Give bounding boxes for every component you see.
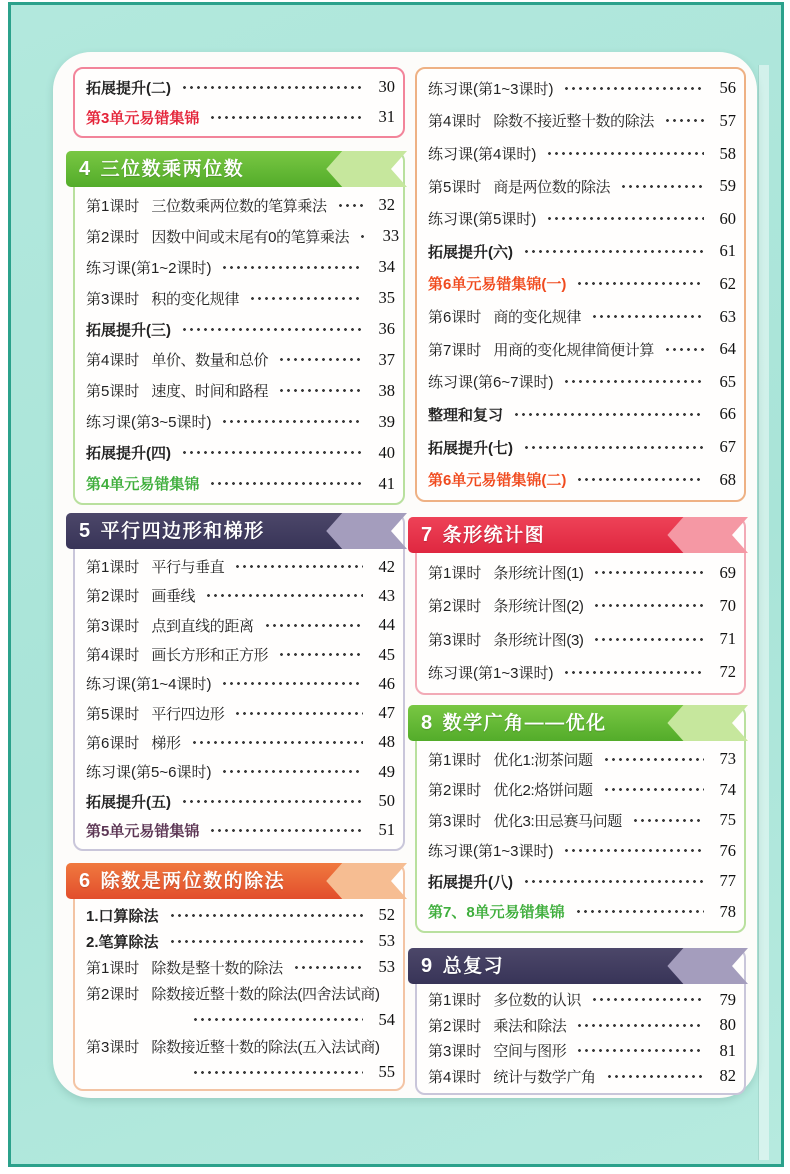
page-number: 52 — [378, 905, 395, 925]
dot-leader — [209, 481, 363, 486]
page-frame — [8, 2, 784, 1167]
dot-leader — [293, 965, 363, 970]
toc-row-line2 — [86, 1010, 395, 1030]
row-label: 练习课(第5~6课时) — [86, 764, 212, 782]
row-title: 商是两位数的除法 — [493, 178, 611, 196]
dot-leader — [221, 419, 363, 424]
dot-leader — [563, 848, 704, 853]
toc-row — [428, 235, 736, 268]
toc-row — [86, 902, 395, 928]
section-number: 8 — [421, 712, 434, 734]
toc-row — [428, 1064, 736, 1090]
page-number: 69 — [719, 562, 736, 582]
row-label: 第1课时 — [86, 959, 140, 977]
row-label: 练习课(第1~3课时) — [428, 664, 554, 682]
section-banner — [66, 151, 407, 187]
row-title: 条形统计图(1) — [493, 565, 584, 583]
page-number: 48 — [378, 732, 395, 752]
row-label: 整理和复习 — [428, 406, 504, 424]
toc-row — [86, 314, 395, 345]
dot-leader — [523, 445, 704, 450]
page-number: 53 — [378, 931, 395, 951]
row-title: 除数不接近整十数的除法 — [493, 113, 654, 131]
toc-row — [428, 897, 736, 928]
toc-row — [428, 105, 736, 138]
dot-leader — [278, 652, 363, 657]
dot-leader — [221, 681, 363, 686]
page-number: 63 — [719, 306, 736, 326]
toc-row — [428, 556, 736, 589]
page-number: 61 — [719, 241, 736, 261]
dot-leader — [278, 388, 363, 393]
toc-row — [428, 431, 736, 464]
toc-row — [428, 589, 736, 622]
toc-row — [86, 221, 400, 252]
row-label: 第5单元易错集锦 — [86, 822, 200, 840]
toc-row — [86, 980, 395, 1032]
dot-leader — [191, 740, 363, 745]
page-number: 38 — [378, 380, 395, 400]
row-title: 优化1:沏茶问题 — [493, 751, 593, 769]
toc-row — [86, 283, 395, 314]
page-number: 59 — [719, 176, 736, 196]
section-banner — [408, 517, 748, 553]
section-box-9 — [415, 948, 746, 1095]
toc-rows — [75, 549, 403, 849]
page-number: 80 — [719, 1015, 736, 1035]
page-number: 60 — [719, 208, 736, 228]
dot-leader — [209, 115, 363, 120]
dot-leader — [591, 997, 704, 1002]
toc-row — [86, 698, 395, 727]
toc-row — [86, 552, 395, 581]
dot-leader — [249, 296, 363, 301]
dot-leader — [359, 234, 367, 239]
dot-leader — [546, 216, 704, 221]
row-title: 乘法和除法 — [493, 1017, 567, 1035]
section-title-text: 数学广角——优化 — [442, 713, 607, 734]
toc-row-line1 — [86, 1036, 395, 1057]
dot-leader — [264, 623, 363, 628]
dot-leader — [606, 1074, 704, 1079]
page-number: 62 — [719, 273, 736, 293]
page-number: 43 — [378, 585, 395, 605]
page-number: 37 — [378, 349, 395, 369]
row-label: 第4课时 — [86, 352, 140, 370]
row-label: 第4课时 — [428, 113, 482, 131]
toc-row — [86, 375, 395, 406]
page-number: 70 — [719, 595, 736, 615]
row-label: 第2课时 — [86, 228, 140, 246]
toc-row — [86, 611, 395, 640]
row-label: 第6课时 — [86, 734, 140, 752]
dot-leader — [603, 757, 704, 762]
row-title: 平行四边形 — [151, 705, 225, 723]
row-title: 画长方形和正方形 — [151, 647, 269, 665]
dot-leader — [221, 769, 363, 774]
toc-row — [428, 836, 736, 867]
dot-leader — [593, 603, 704, 608]
page-number: 65 — [719, 371, 736, 391]
section-banner-title — [66, 513, 407, 550]
page-number: 46 — [378, 673, 395, 693]
row-label: 第3课时 — [86, 617, 140, 635]
row-label: 第3课时 — [428, 631, 482, 649]
page-number: 45 — [378, 644, 395, 664]
row-label: 第6单元易错集锦(一) — [428, 276, 567, 294]
row-label: 第4课时 — [86, 647, 140, 665]
row-title: 平行与垂直 — [151, 559, 225, 577]
section-number: 9 — [421, 955, 434, 977]
page-number: 74 — [719, 779, 736, 799]
dot-leader — [563, 379, 704, 384]
row-label: 拓展提升(六) — [428, 243, 513, 261]
page-number: 78 — [719, 901, 736, 921]
page-number: 49 — [378, 761, 395, 781]
row-title: 画垂线 — [151, 588, 196, 606]
page-number: 33 — [382, 226, 400, 246]
page-number: 67 — [719, 437, 736, 456]
dot-leader — [192, 1070, 363, 1075]
page-number: 77 — [719, 871, 736, 891]
toc-row-line2 — [86, 1062, 395, 1082]
row-title: 用商的变化规律简便计算 — [493, 341, 654, 359]
toc-row-line1 — [86, 983, 395, 1004]
row-label: 第4课时 — [428, 1068, 482, 1086]
row-label: 拓展提升(八) — [428, 873, 513, 891]
toc-row — [428, 775, 736, 806]
toc-row — [86, 406, 395, 437]
page-number: 36 — [378, 319, 395, 339]
dot-leader — [593, 570, 704, 575]
row-label: 练习课(第6~7课时) — [428, 374, 554, 392]
row-label: 第3课时 — [86, 290, 140, 308]
row-label: 第3课时 — [428, 812, 482, 830]
row-label: 第6单元易错集锦(二) — [428, 472, 567, 490]
section-banner-title — [408, 948, 748, 985]
toc-rows — [75, 899, 403, 1089]
dot-leader — [234, 711, 363, 716]
row-label: 练习课(第3~5课时) — [86, 414, 212, 432]
section-box-8 — [415, 705, 746, 933]
toc-row — [428, 72, 736, 105]
dot-leader — [337, 203, 363, 208]
dot-leader — [523, 879, 704, 884]
page-number: 58 — [719, 143, 736, 163]
dot-leader — [664, 118, 704, 123]
dot-leader — [181, 327, 363, 332]
page-number: 40 — [378, 442, 395, 462]
row-title: 因数中间或末尾有0的笔算乘法 — [151, 228, 350, 246]
row-label: 第5课时 — [86, 705, 140, 723]
dot-leader — [576, 1023, 704, 1028]
toc-column-right — [415, 67, 746, 1098]
row-label: 练习课(第1~3课时) — [428, 80, 554, 98]
row-label: 第2课时 — [428, 598, 482, 616]
toc-row — [86, 928, 395, 954]
dot-leader — [591, 314, 704, 319]
page-number: 82 — [719, 1066, 736, 1086]
section-box-7 — [415, 517, 746, 695]
dot-leader — [181, 799, 363, 804]
page-number: 44 — [378, 615, 395, 635]
page-number: 51 — [378, 820, 395, 840]
dot-leader — [620, 184, 704, 189]
toc-row — [86, 1033, 395, 1085]
page-number: 47 — [378, 703, 395, 723]
toc-row — [428, 805, 736, 836]
row-title: 点到直线的距离 — [151, 617, 254, 635]
section-title-text: 除数是两位数的除法 — [100, 871, 286, 892]
toc-row — [428, 268, 736, 301]
section-title-text: 条形统计图 — [442, 525, 546, 546]
toc-rows — [417, 553, 744, 693]
section-box-5 — [73, 513, 405, 851]
toc-row — [428, 656, 736, 689]
toc-rows — [417, 984, 744, 1093]
section-banner-title — [408, 705, 748, 742]
page-number: 76 — [719, 840, 736, 860]
page-number: 41 — [378, 473, 395, 493]
row-title: 单价、数量和总价 — [151, 352, 269, 370]
toc-column-left — [73, 67, 405, 1098]
dot-leader — [169, 939, 363, 944]
row-title: 条形统计图(2) — [493, 598, 584, 616]
toc-row — [86, 640, 395, 669]
row-label: 第5课时 — [428, 178, 482, 196]
row-title: 多位数的认识 — [493, 992, 581, 1010]
row-label: 第2课时 — [428, 1017, 482, 1035]
dot-leader — [169, 913, 363, 918]
row-title: 速度、时间和路程 — [151, 383, 269, 401]
dot-leader — [576, 477, 704, 482]
toc-row — [86, 757, 395, 786]
dot-leader — [513, 412, 704, 417]
toc-row — [428, 623, 736, 656]
page-number: 32 — [378, 195, 395, 215]
row-label: 第3课时 — [86, 1038, 140, 1056]
page-number: 71 — [719, 629, 736, 649]
row-title: 除数接近整十数的除法(四舍法试商) — [151, 986, 380, 1004]
dot-leader — [603, 787, 704, 792]
toc-rows — [75, 69, 403, 136]
row-title: 统计与数学广角 — [493, 1068, 596, 1086]
row-label: 拓展提升(四) — [86, 445, 171, 463]
toc-row — [428, 365, 736, 398]
page-number: 50 — [378, 791, 395, 811]
page-number: 35 — [378, 288, 395, 308]
scan-page-edge — [758, 65, 769, 1160]
row-title: 优化3:田忌赛马问题 — [493, 812, 622, 830]
row-label: 第2课时 — [86, 588, 140, 606]
row-label: 第1课时 — [86, 559, 140, 577]
row-title: 条形统计图(3) — [493, 631, 584, 649]
toc-row — [428, 170, 736, 203]
toc-row — [86, 190, 395, 221]
toc-rows — [417, 69, 744, 500]
row-label: 练习课(第4课时) — [428, 146, 537, 164]
carryover-box-right — [415, 67, 746, 502]
row-label: 第1课时 — [86, 197, 140, 215]
toc-row — [86, 468, 395, 499]
row-label: 练习课(第5课时) — [428, 211, 537, 229]
section-banner-title — [408, 517, 748, 554]
section-title-text: 平行四边形和梯形 — [100, 521, 265, 542]
toc-row — [86, 345, 395, 376]
dot-leader — [593, 637, 704, 642]
toc-row — [428, 202, 736, 235]
section-banner — [66, 513, 407, 549]
page-number: 55 — [378, 1062, 395, 1082]
section-box-4 — [73, 151, 405, 505]
section-title-text: 三位数乘两位数 — [100, 159, 245, 180]
row-label: 练习课(第1~3课时) — [428, 843, 554, 861]
row-title: 梯形 — [151, 734, 181, 752]
section-number: 4 — [79, 158, 92, 180]
section-number: 6 — [79, 870, 92, 892]
page-number: 64 — [719, 339, 736, 359]
page-number: 57 — [719, 110, 736, 130]
row-label: 拓展提升(七) — [428, 439, 513, 457]
page-number: 79 — [719, 989, 736, 1009]
row-title: 除数是整十数的除法 — [151, 959, 283, 977]
row-title: 空间与图形 — [493, 1043, 567, 1061]
page-number: 42 — [378, 556, 395, 576]
row-title: 优化2:烙饼问题 — [493, 782, 593, 800]
row-label: 第1课时 — [428, 565, 482, 583]
row-label: 第3课时 — [428, 1043, 482, 1061]
page-number: 53 — [378, 957, 395, 977]
row-label: 练习课(第1~2课时) — [86, 259, 212, 277]
toc-row — [428, 987, 736, 1013]
row-label: 第4单元易错集锦 — [86, 476, 200, 494]
dot-leader — [576, 1048, 704, 1053]
contents-card — [53, 52, 757, 1098]
section-title-text: 总复习 — [442, 956, 505, 977]
toc-row — [428, 1038, 736, 1064]
section-banner — [66, 863, 407, 899]
page-number: 75 — [719, 810, 736, 830]
dot-leader — [221, 265, 363, 270]
section-banner — [408, 948, 748, 984]
toc-row — [86, 816, 395, 845]
row-label: 拓展提升(三) — [86, 321, 171, 339]
row-label: 拓展提升(二) — [86, 79, 171, 97]
page-number: 68 — [719, 469, 736, 489]
page-number: 30 — [378, 77, 395, 96]
toc-row — [428, 300, 736, 333]
row-label: 第1课时 — [428, 751, 482, 769]
dot-leader — [234, 564, 363, 569]
row-label: 第2课时 — [428, 782, 482, 800]
toc-row — [428, 398, 736, 431]
carryover-box-left — [73, 67, 405, 138]
row-label: 第6课时 — [428, 309, 482, 327]
row-label: 1.口算除法 — [86, 907, 159, 925]
row-label: 第7、8单元易错集锦 — [428, 904, 565, 922]
toc-row — [86, 728, 395, 757]
section-number: 5 — [79, 520, 92, 542]
dot-leader — [563, 86, 704, 91]
toc-row — [86, 437, 395, 468]
row-label: 练习课(第1~4课时) — [86, 676, 212, 694]
toc-row — [86, 581, 395, 610]
dot-leader — [209, 828, 363, 833]
page-number: 31 — [378, 107, 395, 126]
row-label: 第5课时 — [86, 383, 140, 401]
dot-leader — [192, 1017, 363, 1022]
row-title: 三位数乘两位数的笔算乘法 — [151, 197, 327, 215]
page-number: 56 — [719, 78, 736, 98]
dot-leader — [664, 347, 704, 352]
section-box-6 — [73, 863, 405, 1091]
page-number: 73 — [719, 749, 736, 769]
dot-leader — [278, 357, 363, 362]
toc-row — [428, 866, 736, 897]
row-label: 拓展提升(五) — [86, 793, 171, 811]
toc-row — [86, 252, 395, 283]
row-title: 商的变化规律 — [493, 309, 581, 327]
toc-rows — [417, 741, 744, 931]
row-label: 第7课时 — [428, 341, 482, 359]
dot-leader — [632, 818, 704, 823]
toc-row — [428, 744, 736, 775]
dot-leader — [181, 450, 363, 455]
page-number: 81 — [719, 1040, 736, 1060]
row-label: 第2课时 — [86, 986, 140, 1004]
page-number: 39 — [378, 411, 395, 431]
dot-leader — [576, 281, 704, 286]
section-number: 7 — [421, 524, 434, 546]
row-title: 积的变化规律 — [151, 290, 239, 308]
toc-row — [428, 333, 736, 366]
dot-leader — [181, 85, 363, 90]
section-banner-title — [66, 151, 407, 188]
dot-leader — [575, 909, 704, 914]
page-number: 66 — [719, 404, 736, 424]
row-title: 除数接近整十数的除法(五入法试商) — [151, 1038, 380, 1056]
dot-leader — [563, 670, 704, 675]
dot-leader — [205, 593, 363, 598]
section-banner — [408, 705, 748, 741]
row-label: 第3单元易错集锦 — [86, 109, 200, 127]
dot-leader — [523, 249, 704, 254]
toc-row — [428, 1013, 736, 1039]
toc-row — [428, 137, 736, 170]
page-number: 34 — [378, 257, 395, 277]
page-number: 54 — [378, 1009, 395, 1029]
toc-row — [428, 463, 736, 496]
toc-rows — [75, 187, 403, 503]
row-label: 2.笔算除法 — [86, 933, 159, 951]
toc-row — [86, 786, 395, 815]
section-banner-title — [66, 863, 407, 900]
toc-row — [86, 669, 395, 698]
toc-row — [86, 954, 395, 980]
toc-row — [86, 72, 395, 102]
toc-row — [86, 102, 395, 132]
page-number: 72 — [719, 662, 736, 682]
row-label: 第1课时 — [428, 992, 482, 1010]
dot-leader — [546, 151, 704, 156]
